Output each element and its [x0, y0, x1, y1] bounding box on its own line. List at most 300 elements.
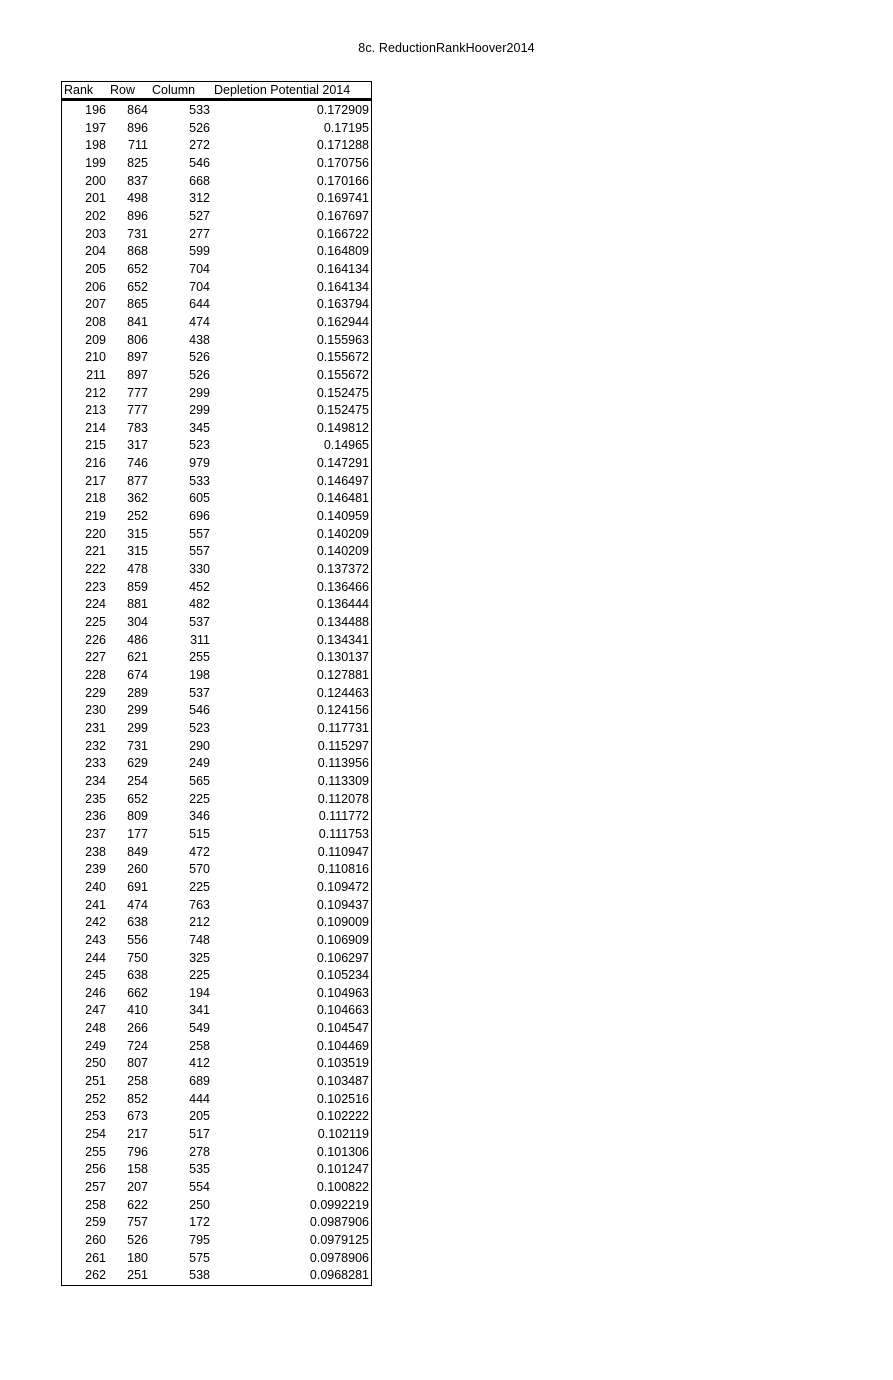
cell-depletion-potential: 0.105234	[316, 968, 369, 983]
cell-rank: 214	[85, 420, 106, 435]
cell-row: 746	[127, 456, 148, 471]
cell-column: 225	[189, 879, 210, 894]
cell-row: 809	[127, 809, 148, 824]
cell-column: 979	[189, 456, 210, 471]
cell-rank: 224	[85, 597, 106, 612]
cell-depletion-potential: 0.0987906	[309, 1215, 369, 1230]
cell-rank: 207	[85, 297, 106, 312]
table-row	[62, 985, 371, 1003]
cell-row: 852	[127, 1091, 148, 1106]
cell-row: 777	[127, 403, 148, 418]
cell-depletion-potential: 0.109472	[316, 879, 369, 894]
table-row	[62, 667, 371, 685]
table-row	[62, 261, 371, 279]
cell-rank: 229	[85, 685, 106, 700]
cell-column: 198	[189, 668, 210, 682]
cell-rank: 241	[85, 897, 106, 912]
table-row	[62, 614, 371, 632]
cell-rank: 262	[85, 1268, 106, 1283]
cell-row: 796	[127, 1144, 148, 1159]
cell-depletion-potential: 0.155963	[316, 332, 369, 347]
cell-row: 266	[127, 1021, 148, 1036]
cell-column: 533	[189, 103, 210, 117]
table-row	[62, 720, 371, 738]
cell-depletion-potential: 0.136444	[316, 597, 369, 612]
table-row	[62, 1055, 371, 1073]
table-row	[62, 100, 371, 120]
cell-rank: 244	[85, 950, 106, 965]
cell-column: 341	[189, 1003, 210, 1018]
cell-rank: 222	[85, 562, 106, 577]
table-row	[62, 914, 371, 932]
cell-column: 412	[189, 1056, 210, 1071]
table-row	[62, 649, 371, 667]
table-row	[62, 596, 371, 614]
cell-rank: 203	[85, 226, 106, 241]
cell-rank: 260	[85, 1233, 106, 1247]
cell-depletion-potential: 0.112078	[317, 791, 369, 806]
cell-depletion-potential: 0.104663	[316, 1003, 369, 1018]
cell-depletion-potential: 0.111753	[318, 826, 369, 841]
table-row	[62, 543, 371, 561]
cell-depletion-potential: 0.149812	[316, 420, 369, 435]
cell-depletion-potential: 0.137372	[316, 562, 369, 577]
cell-row: 652	[127, 261, 148, 276]
cell-rank: 211	[86, 367, 106, 382]
cell-row: 251	[127, 1268, 148, 1283]
cell-column: 557	[189, 544, 210, 559]
cell-row: 652	[127, 791, 148, 806]
cell-column: 312	[189, 191, 210, 206]
cell-rank: 217	[85, 473, 106, 488]
table-row	[62, 455, 371, 473]
cell-rank: 237	[85, 826, 106, 841]
cell-depletion-potential: 0.170166	[316, 173, 369, 188]
cell-rank: 225	[85, 615, 106, 630]
cell-column: 194	[189, 985, 210, 1000]
cell-row: 691	[127, 879, 148, 894]
cell-rank: 236	[85, 809, 106, 824]
table-row	[62, 385, 371, 403]
cell-column: 526	[189, 120, 210, 135]
table-row	[62, 1250, 371, 1268]
cell-rank: 210	[85, 350, 106, 365]
cell-rank: 259	[85, 1215, 106, 1230]
cell-depletion-potential: 0.111772	[318, 809, 369, 824]
cell-rank: 239	[85, 862, 106, 877]
cell-row: 897	[127, 350, 148, 365]
cell-rank: 250	[85, 1056, 106, 1071]
cell-depletion-potential: 0.146497	[316, 473, 369, 488]
cell-column: 472	[189, 844, 210, 859]
cell-column: 346	[189, 809, 210, 824]
table-row	[62, 738, 371, 756]
cell-rank: 255	[85, 1144, 106, 1159]
cell-column: 557	[189, 526, 210, 541]
table-row	[62, 420, 371, 438]
cell-depletion-potential: 0.113309	[317, 773, 369, 788]
cell-column: 575	[189, 1250, 210, 1265]
cell-depletion-potential: 0.106909	[316, 932, 369, 947]
cell-rank: 231	[85, 720, 106, 735]
cell-column: 249	[189, 756, 210, 771]
cell-rank: 215	[85, 438, 106, 453]
cell-depletion-potential: 0.147291	[316, 456, 369, 471]
table-row	[62, 826, 371, 844]
table-row	[62, 897, 371, 915]
cell-rank: 213	[85, 403, 106, 418]
cell-row: 864	[127, 103, 148, 117]
cell-row: 806	[127, 332, 148, 347]
cell-rank: 201	[85, 191, 106, 206]
table-row	[62, 190, 371, 208]
cell-rank: 219	[85, 509, 106, 524]
cell-row: 158	[127, 1162, 148, 1177]
cell-column: 299	[189, 385, 210, 400]
cell-row: 881	[127, 597, 148, 612]
cell-depletion-potential: 0.0979125	[309, 1233, 369, 1247]
cell-row: 841	[127, 314, 148, 329]
table-row	[62, 279, 371, 297]
cell-row: 750	[127, 950, 148, 965]
cell-row: 362	[127, 491, 148, 506]
cell-column: 526	[189, 367, 210, 382]
table-row	[62, 1002, 371, 1020]
cell-column: 172	[189, 1215, 210, 1230]
cell-rank: 257	[85, 1180, 106, 1195]
cell-depletion-potential: 0.172909	[316, 103, 369, 117]
table-row	[62, 1232, 371, 1250]
cell-row: 777	[127, 385, 148, 400]
cell-depletion-potential: 0.102119	[317, 1127, 369, 1142]
cell-rank: 223	[85, 579, 106, 594]
table-row	[62, 508, 371, 526]
cell-column: 277	[189, 226, 210, 241]
cell-row: 865	[127, 297, 148, 312]
cell-row: 731	[127, 738, 148, 753]
cell-column: 748	[189, 932, 210, 947]
cell-row: 837	[127, 173, 148, 188]
table-row	[62, 685, 371, 703]
cell-row: 217	[127, 1127, 148, 1142]
cell-depletion-potential: 0.167697	[316, 208, 369, 223]
cell-column: 527	[189, 208, 210, 223]
table-row	[62, 1179, 371, 1197]
table-row	[62, 950, 371, 968]
cell-row: 622	[127, 1197, 148, 1212]
cell-depletion-potential: 0.109437	[316, 897, 369, 912]
table-row	[62, 155, 371, 173]
cell-column: 272	[189, 138, 210, 153]
cell-depletion-potential: 0.109009	[316, 915, 369, 930]
table-row	[62, 632, 371, 650]
table-row	[62, 208, 371, 226]
cell-depletion-potential: 0.113956	[317, 756, 369, 771]
cell-row: 868	[127, 244, 148, 259]
cell-rank: 202	[85, 208, 106, 223]
cell-column: 523	[189, 438, 210, 453]
table-row	[62, 332, 371, 350]
cell-depletion-potential: 0.110947	[317, 844, 369, 859]
cell-depletion-potential: 0.164809	[316, 244, 369, 259]
cell-depletion-potential: 0.117731	[317, 720, 369, 735]
cell-column: 599	[189, 244, 210, 259]
cell-rank: 240	[85, 879, 106, 894]
cell-rank: 235	[85, 791, 106, 806]
table-row	[62, 367, 371, 385]
cell-rank: 204	[85, 244, 106, 259]
cell-column: 689	[189, 1074, 210, 1089]
cell-row: 896	[127, 120, 148, 135]
cell-rank: 197	[85, 120, 106, 135]
cell-rank: 230	[85, 703, 106, 718]
cell-rank: 205	[85, 261, 106, 276]
cell-row: 783	[127, 420, 148, 435]
table-row	[62, 402, 371, 420]
cell-row: 177	[127, 826, 148, 841]
cell-column: 278	[189, 1144, 210, 1159]
cell-row: 896	[127, 208, 148, 223]
cell-row: 304	[127, 615, 148, 630]
cell-rank: 216	[85, 456, 106, 471]
cell-column: 537	[189, 615, 210, 630]
cell-depletion-potential: 0.169741	[316, 191, 369, 206]
cell-rank: 246	[85, 985, 106, 1000]
cell-column: 482	[189, 597, 210, 612]
table-row	[62, 1197, 371, 1215]
header-row-number: Row	[106, 82, 148, 100]
table-row	[62, 120, 371, 138]
cell-row: 410	[127, 1003, 148, 1018]
cell-depletion-potential: 0.171288	[316, 138, 369, 153]
cell-column: 565	[189, 773, 210, 788]
cell-depletion-potential: 0.0992219	[309, 1197, 369, 1212]
cell-rank: 212	[85, 385, 106, 400]
cell-column: 523	[189, 720, 210, 735]
cell-column: 795	[189, 1233, 210, 1247]
table-row	[62, 861, 371, 879]
cell-row: 289	[127, 685, 148, 700]
cell-rank: 232	[85, 738, 106, 753]
cell-row: 315	[127, 544, 148, 559]
table-row	[62, 473, 371, 491]
table-row	[62, 1108, 371, 1126]
cell-column: 225	[189, 968, 210, 983]
cell-column: 474	[189, 314, 210, 329]
cell-column: 570	[189, 862, 210, 877]
cell-row: 474	[127, 897, 148, 912]
table-row	[62, 296, 371, 314]
cell-rank: 198	[85, 138, 106, 153]
cell-rank: 227	[85, 650, 106, 665]
table-row	[62, 137, 371, 155]
table-row	[62, 1073, 371, 1091]
cell-rank: 242	[85, 915, 106, 930]
cell-column: 526	[189, 350, 210, 365]
cell-column: 255	[189, 650, 210, 665]
table-row	[62, 561, 371, 579]
cell-column: 644	[189, 297, 210, 312]
cell-column: 515	[189, 826, 210, 841]
cell-depletion-potential: 0.106297	[316, 950, 369, 965]
cell-depletion-potential: 0.134341	[316, 632, 369, 647]
cell-rank: 196	[85, 103, 106, 117]
cell-depletion-potential: 0.101306	[316, 1144, 369, 1159]
cell-depletion-potential: 0.163794	[316, 297, 369, 312]
cell-column: 299	[189, 403, 210, 418]
table-row	[62, 1038, 371, 1056]
cell-row: 638	[127, 968, 148, 983]
cell-column: 535	[189, 1162, 210, 1177]
cell-rank: 243	[85, 932, 106, 947]
cell-column: 668	[189, 173, 210, 188]
cell-row: 731	[127, 226, 148, 241]
table-row	[62, 808, 371, 826]
cell-rank: 218	[85, 491, 106, 506]
cell-depletion-potential: 0.130137	[316, 650, 369, 665]
cell-row: 621	[127, 650, 148, 665]
cell-row: 638	[127, 915, 148, 930]
table-row	[62, 173, 371, 191]
cell-depletion-potential: 0.101247	[316, 1162, 369, 1177]
table-row	[62, 1091, 371, 1109]
cell-depletion-potential: 0.100822	[316, 1180, 369, 1195]
cell-column: 546	[189, 703, 210, 718]
cell-depletion-potential: 0.164134	[316, 279, 369, 294]
cell-row: 711	[128, 138, 148, 153]
cell-column: 538	[189, 1268, 210, 1283]
cell-row: 315	[127, 526, 148, 541]
table-row	[62, 791, 371, 809]
cell-depletion-potential: 0.164134	[316, 261, 369, 276]
table-row	[62, 1020, 371, 1038]
cell-depletion-potential: 0.124463	[316, 685, 369, 700]
cell-depletion-potential: 0.110816	[317, 862, 369, 877]
table-row	[62, 437, 371, 455]
table-row	[62, 1126, 371, 1144]
cell-depletion-potential: 0.134488	[316, 615, 369, 630]
cell-column: 452	[189, 579, 210, 594]
cell-depletion-potential: 0.152475	[316, 403, 369, 418]
cell-column: 205	[189, 1109, 210, 1124]
cell-column: 250	[189, 1197, 210, 1212]
table-row	[62, 490, 371, 508]
cell-rank: 228	[85, 668, 106, 682]
cell-depletion-potential: 0.0968281	[309, 1268, 369, 1283]
table-header	[62, 82, 371, 100]
cell-rank: 226	[85, 632, 106, 647]
cell-rank: 251	[85, 1074, 106, 1089]
cell-row: 662	[127, 985, 148, 1000]
cell-row: 207	[127, 1180, 148, 1195]
cell-row: 897	[127, 367, 148, 382]
cell-row: 674	[127, 668, 148, 682]
cell-row: 180	[127, 1250, 148, 1265]
cell-row: 556	[127, 932, 148, 947]
cell-depletion-potential: 0.155672	[316, 350, 369, 365]
header-row	[62, 82, 371, 100]
table-row	[62, 1267, 371, 1285]
header-rank: Rank	[62, 82, 106, 100]
table-row	[62, 243, 371, 261]
cell-column: 325	[189, 950, 210, 965]
cell-rank: 249	[85, 1038, 106, 1053]
cell-column: 225	[189, 791, 210, 806]
cell-rank: 258	[85, 1197, 106, 1212]
cell-column: 212	[189, 915, 210, 930]
table-row	[62, 702, 371, 720]
cell-column: 517	[189, 1127, 210, 1142]
cell-column: 605	[189, 491, 210, 506]
cell-depletion-potential: 0.170756	[316, 155, 369, 170]
cell-column: 763	[189, 897, 210, 912]
cell-column: 704	[189, 279, 210, 294]
table-row	[62, 579, 371, 597]
cell-row: 317	[127, 438, 148, 453]
cell-row: 849	[127, 844, 148, 859]
table-row	[62, 226, 371, 244]
cell-depletion-potential: 0.104547	[316, 1021, 369, 1036]
cell-row: 486	[127, 632, 148, 647]
cell-column: 554	[189, 1180, 210, 1195]
table-body	[62, 100, 371, 1285]
cell-row: 757	[127, 1215, 148, 1230]
cell-row: 877	[127, 473, 148, 488]
cell-rank: 220	[85, 526, 106, 541]
table-row	[62, 755, 371, 773]
cell-rank: 208	[85, 314, 106, 329]
cell-rank: 253	[85, 1109, 106, 1124]
cell-depletion-potential: 0.140209	[316, 526, 369, 541]
table-row	[62, 1144, 371, 1162]
cell-depletion-potential: 0.140209	[316, 544, 369, 559]
cell-column: 330	[189, 562, 210, 577]
cell-row: 299	[127, 703, 148, 718]
cell-rank: 209	[85, 332, 106, 347]
cell-rank: 256	[85, 1162, 106, 1177]
cell-rank: 234	[85, 773, 106, 788]
table-row	[62, 1161, 371, 1179]
cell-depletion-potential: 0.0978906	[309, 1250, 369, 1265]
cell-depletion-potential: 0.104469	[316, 1038, 369, 1053]
cell-column: 546	[189, 155, 210, 170]
cell-row: 260	[127, 862, 148, 877]
cell-rank: 245	[85, 968, 106, 983]
table-row	[62, 879, 371, 897]
cell-row: 807	[127, 1056, 148, 1071]
cell-rank: 261	[85, 1250, 106, 1265]
cell-depletion-potential: 0.166722	[316, 226, 369, 241]
header-depletion-potential: Depletion Potential 2014	[210, 82, 371, 100]
table-row	[62, 844, 371, 862]
cell-depletion-potential: 0.140959	[316, 509, 369, 524]
cell-column: 311	[190, 632, 210, 647]
cell-depletion-potential: 0.152475	[316, 385, 369, 400]
cell-depletion-potential: 0.136466	[316, 579, 369, 594]
cell-rank: 233	[85, 756, 106, 771]
cell-depletion-potential: 0.162944	[316, 314, 369, 329]
cell-row: 254	[127, 773, 148, 788]
cell-rank: 200	[85, 173, 106, 188]
cell-row: 252	[127, 509, 148, 524]
cell-depletion-potential: 0.102516	[316, 1091, 369, 1106]
cell-row: 629	[127, 756, 148, 771]
cell-depletion-potential: 0.102222	[316, 1109, 369, 1124]
table-row	[62, 1214, 371, 1232]
data-table-container	[61, 81, 372, 1286]
cell-row: 258	[127, 1074, 148, 1089]
cell-column: 537	[189, 685, 210, 700]
